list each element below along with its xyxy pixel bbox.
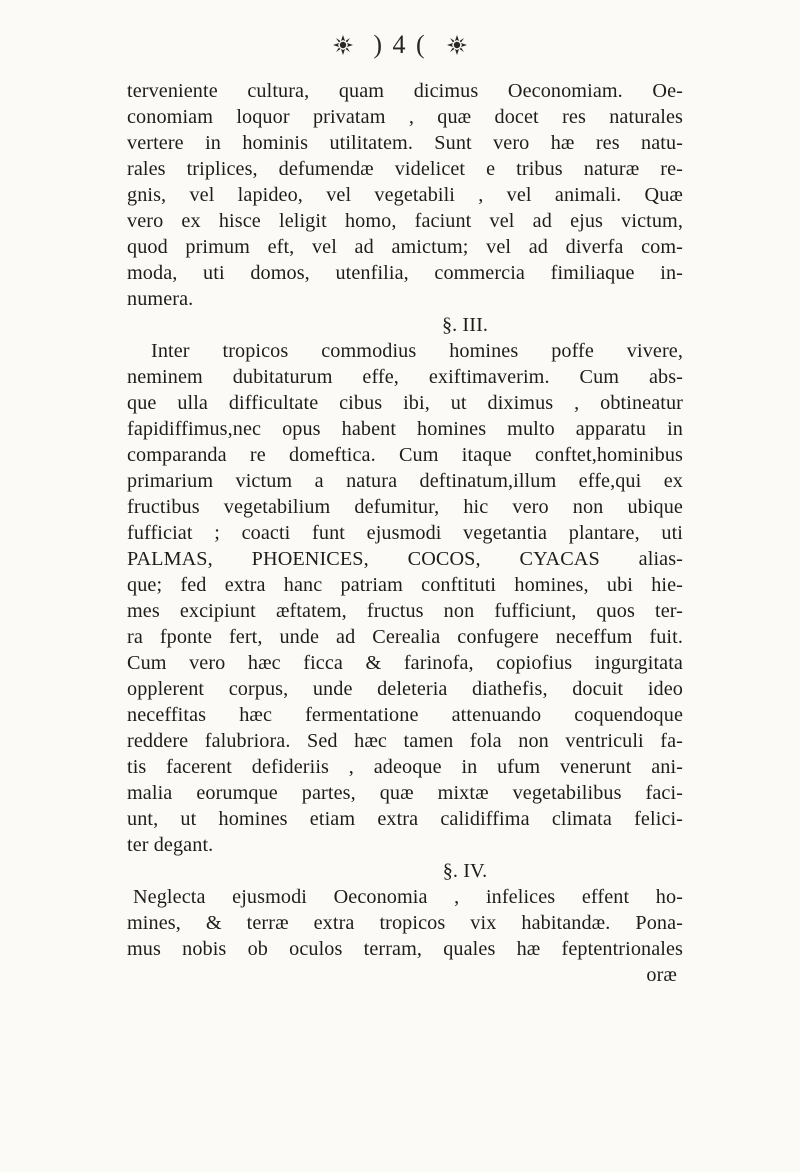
text-line: PALMAS, PHOENICES, COCOS, CYACAS alias- [127, 548, 683, 570]
section-heading: §. IV. [442, 860, 488, 882]
text-line: mes excipiunt æftatem, fructus non fufficiunt, quos ter- [127, 600, 683, 622]
catchword: oræ [646, 964, 677, 986]
text-line: unt, ut homines etiam extra calidiffima climata felici- [127, 808, 683, 830]
text-line: que; fed extra hanc patriam conftituti homines, ubi hie- [127, 574, 683, 596]
text-line: malia eorumque partes, quæ mixtæ vegetabilibus faci- [127, 782, 683, 804]
text-line: neceffitas hæc fermentatione attenuando coquendoque [127, 704, 683, 726]
text-line: mus nobis ob oculos terram, quales hæ feptentrionales [127, 938, 683, 960]
text-line: mines, & terræ extra tropicos vix habitandæ. Pona- [127, 912, 683, 934]
text-line: opplerent corpus, unde deleteria diathefis, docuit ideo [127, 678, 683, 700]
body-text [127, 78, 683, 988]
text-line: fructibus vegetabilium defumitur, hic vero non ubique [127, 496, 683, 518]
text-line: neminem dubitaturum effe, exiftimaverim. Cum abs- [127, 366, 683, 388]
text-line: fapidiffimus,nec opus habent homines multo apparatu in [127, 418, 683, 440]
fleuron-ornament-icon [446, 34, 468, 56]
text-line: conomiam loquor privatam , quæ docet res naturales [127, 106, 683, 128]
page-header [0, 26, 800, 66]
text-line: primarium victum a natura deftinatum,illum effe,qui ex [127, 470, 683, 492]
text-line: comparanda re domeftica. Cum itaque conftet,hominibus [127, 444, 683, 466]
text-line: vertere in hominis utilitatem. Sunt vero hæ res natu- [127, 132, 683, 154]
text-line: Inter tropicos commodius homines poffe vivere, [151, 340, 683, 362]
section-heading: §. III. [441, 314, 489, 336]
text-line: rales triplices, defumendæ videlicet e tribus naturæ re- [127, 158, 683, 180]
text-line: fufficiat ; coacti funt ejusmodi vegetantia plantare, uti [127, 522, 683, 544]
text-line: Neglecta ejusmodi Oeconomia , infelices effent ho- [133, 886, 683, 908]
text-line: que ulla difficultate cibus ibi, ut diximus , obtineatur [127, 392, 683, 414]
text-line: moda, uti domos, utenfilia, commercia fimiliaque in- [127, 262, 683, 284]
text-line: terveniente cultura, quam dicimus Oeconomiam. Oe- [127, 80, 683, 102]
text-line: tis facerent defideriis , adeoque in ufum venerunt ani- [127, 756, 683, 778]
text-line: quod primum eft, vel ad amictum; vel ad diverfa com- [127, 236, 683, 258]
fleuron-ornament-icon [332, 34, 354, 56]
text-line: numera. [127, 288, 194, 310]
text-line: reddere falubriora. Sed hæc tamen fola non ventriculi fa- [127, 730, 683, 752]
text-line: ra fponte fert, unde ad Cerealia confugere neceffum fuit. [127, 626, 683, 648]
text-line: vero ex hisce leligit homo, faciunt vel ad ejus victum, [127, 210, 683, 232]
text-line: ter degant. [127, 834, 214, 856]
text-line: Cum vero hæc ficca & farinofa, copiofius ingurgitata [127, 652, 683, 674]
text-line: gnis, vel lapideo, vel vegetabili , vel animali. Quæ [127, 184, 683, 206]
page-number: ) 4 ( [373, 30, 427, 60]
